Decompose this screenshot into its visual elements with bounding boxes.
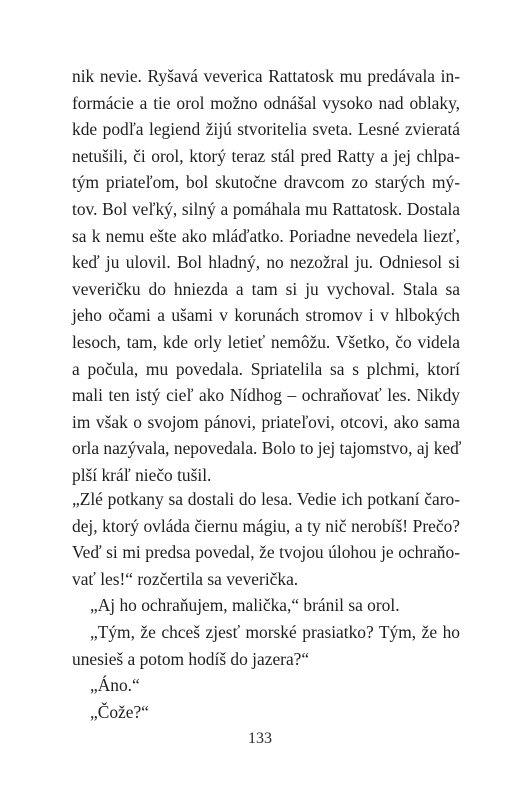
text-line: tým priateľom, bol skutočne dravcom zo starých mý- xyxy=(72,172,460,193)
text-line: nik nevie. Ryšavá veverica Rattatosk mu predávala in- xyxy=(72,66,460,86)
text-line: dej, ktorý ovláda čiernu mágiu, a ty nič nerobíš! Prečo? xyxy=(72,515,460,536)
text-line: im však o svojom pánovi, priateľovi, otcovi, ako sama xyxy=(72,411,460,432)
dialogue-line: „Čože?“ xyxy=(90,701,149,722)
text-line: „Zlé potkany sa dostali do lesa. Vedie ich potkaní čaro- xyxy=(72,489,460,509)
text-line: orla nazývala, nepovedala. Bolo to jej tajomstvo, aj keď xyxy=(72,438,462,459)
text-line: a počula, mu povedala. Spriatelila sa s plchmi, ktorí xyxy=(72,358,460,379)
dialogue-line: „Aj ho ochraňujem, malička,“ bránil sa orol. xyxy=(90,595,400,616)
text-line: Veď si mi predsa povedal, že tvojou úlohou je ochraňo- xyxy=(72,542,460,563)
text-line: sa k nemu ešte ako mláďatko. Poriadne nevedela liezť, xyxy=(72,225,460,246)
text-line: plší kráľ niečo tušil. xyxy=(72,464,212,485)
dialogue-line: unesieš a potom hodíš do jazera?“ xyxy=(72,648,310,669)
text-line: jeho očami a ušami v korunách stromov i v hlbokých xyxy=(72,305,460,326)
text-line: netušili, či orol, ktorý teraz stál pred Ratty a jej chlpa- xyxy=(72,145,460,166)
dialogue-line: „Tým, že chceš zjesť morské prasiatko? Tým, že ho xyxy=(90,621,460,642)
dialogue-line: „Áno.“ xyxy=(90,675,140,696)
text-line: tov. Bol veľký, silný a pomáhala mu Rattatosk. Dostala xyxy=(72,198,460,219)
text-line: kde podľa legiend žijú stvoritelia sveta. Lesné zvieratá xyxy=(72,119,460,140)
text-line: formácie a tie orol možno odnášal vysoko nad oblaky, xyxy=(72,92,460,113)
dialogue-section xyxy=(72,486,460,725)
paragraph-narrative xyxy=(72,63,460,489)
text-line: vať les!“ rozčertila sa veverička. xyxy=(72,568,299,589)
text-line: mali ten istý cieľ ako Nídhog – ochraňovať les. Nikdy xyxy=(72,385,460,406)
text-line: keď ju ulovil. Bol hladný, no nezožral ju. Odniesol si xyxy=(72,252,460,273)
page-number: 133 xyxy=(248,730,272,747)
text-line: lesoch, tam, kde orly letieť nemôžu. Všetko, čo videla xyxy=(72,331,460,352)
text-line: veveričku do hniezda a tam si ju vychoval. Stala sa xyxy=(72,278,460,299)
